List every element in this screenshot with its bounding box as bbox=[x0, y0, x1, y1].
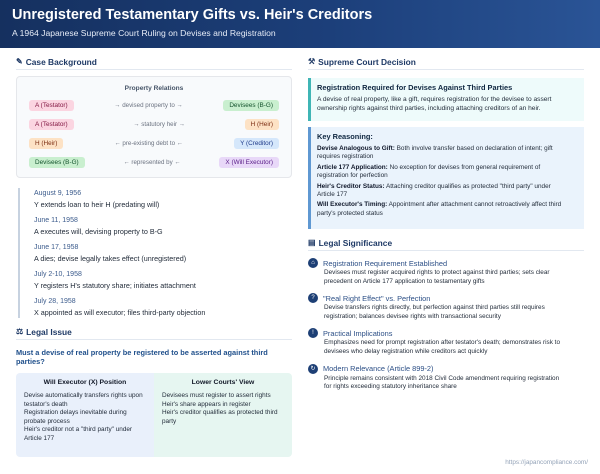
timeline-date: June 11, 1958 bbox=[34, 217, 78, 224]
timeline-date: August 9, 1956 bbox=[34, 190, 82, 197]
relation-arrow: ← represented by ← bbox=[123, 159, 181, 166]
left-column bbox=[16, 56, 292, 457]
relation-row bbox=[29, 135, 279, 152]
positions-panel bbox=[16, 373, 292, 457]
lower-courts-view bbox=[154, 373, 292, 457]
relation-to: Y (Creditor) bbox=[234, 138, 279, 149]
decision-box-line: ownership rights against third parties, including attaching creditors of an heir. bbox=[317, 104, 541, 112]
key-reasoning-text: registration for perfection bbox=[317, 172, 388, 180]
key-reasoning-text: Article 177 bbox=[317, 191, 348, 199]
key-reasoning-text: Appointment after attachment cannot retroactively affect third bbox=[387, 201, 562, 209]
decision-box-line: A devise of real property, like a gift, requires registration for the devisee to assert bbox=[317, 96, 552, 103]
timeline-desc: Y extends loan to heir H (predating will) bbox=[34, 200, 160, 209]
key-reasoning-item bbox=[317, 164, 578, 181]
timeline-desc: X appointed as will executor; files third-party objection bbox=[34, 308, 206, 317]
gavel-icon: ⚒ bbox=[308, 57, 316, 66]
timeline-item bbox=[34, 242, 292, 264]
significance-item-heading: Practical Implications bbox=[323, 328, 393, 338]
timeline-date: July 28, 1958 bbox=[34, 298, 76, 305]
significance-heading: ▤ Legal Significance bbox=[308, 237, 584, 251]
position-line: Heir's share appears in register bbox=[162, 400, 251, 408]
source-url[interactable]: https://japancompliance.com/ bbox=[505, 459, 588, 466]
position-line: testator's death bbox=[24, 400, 68, 408]
page-header bbox=[0, 0, 600, 48]
legal-issue-question: Must a devise of real property be registered to be asserted against third parties? bbox=[16, 348, 268, 366]
chart-icon: ▤ bbox=[308, 238, 316, 247]
significance-item bbox=[308, 257, 584, 286]
relation-from: A (Testator) bbox=[29, 119, 74, 130]
relation-arrow: ← pre-existing debt to ← bbox=[114, 140, 183, 147]
significance-line: registration; balances devisee rights with transactional security bbox=[324, 312, 501, 320]
significance-item-heading: Modern Relevance (Article 899-2) bbox=[323, 364, 434, 374]
relation-row bbox=[29, 116, 279, 133]
position-line: Registration delays inevitable during bbox=[24, 409, 127, 417]
timeline-desc: A executes will, devising property to B-G bbox=[34, 227, 163, 236]
position-line: party bbox=[162, 417, 177, 425]
decision-heading: ⚒ Supreme Court Decision bbox=[308, 56, 584, 70]
question-icon: ? bbox=[308, 293, 318, 303]
relation-from: A (Testator) bbox=[29, 100, 74, 111]
key-reasoning-label: Devise Analogous to Gift: bbox=[317, 145, 395, 152]
timeline-item bbox=[34, 215, 292, 237]
page-title: Unregistered Testamentary Gifts vs. Heir's Creditors bbox=[12, 7, 373, 23]
case-timeline bbox=[18, 188, 292, 318]
significance-line: Devisees must register acquired rights to protect against third parties; sets clear bbox=[324, 269, 550, 276]
timeline-date: July 2-10, 1958 bbox=[34, 271, 82, 278]
relation-to: H (Heir) bbox=[245, 119, 279, 130]
key-reasoning-text: party's protected status bbox=[317, 209, 383, 217]
position-line: probate process bbox=[24, 417, 70, 425]
significance-line: Emphasizes need for prompt registration after testator's death; demonstrates risk to bbox=[324, 339, 561, 347]
key-reasoning-label: Article 177 Application: bbox=[317, 163, 388, 171]
significance-item bbox=[308, 292, 584, 321]
relation-row bbox=[29, 97, 279, 114]
significance-line: Principle remains consistent with 2018 Civil Code amendment requiring registration bbox=[324, 374, 560, 382]
significance-line: Devise transfers rights directly, but perfection against third parties still requires bbox=[324, 304, 545, 312]
property-relations-heading: Property Relations bbox=[124, 85, 184, 92]
key-reasoning-label: Heir's Creditor Status: bbox=[317, 182, 385, 190]
decision-box bbox=[308, 78, 584, 121]
key-reasoning-text: requires registration bbox=[317, 153, 374, 161]
executor-position bbox=[16, 373, 154, 457]
lower-courts-heading: Lower Courts' View bbox=[191, 379, 255, 386]
key-reasoning-item bbox=[317, 183, 578, 200]
key-reasoning-text: Both involve transfer based on declaration of intent; gift bbox=[394, 145, 553, 152]
property-relations-panel bbox=[16, 76, 292, 178]
case-background-heading: ✎ Case Background bbox=[16, 56, 292, 70]
relation-from: Devisees (B-G) bbox=[29, 157, 85, 168]
lightbulb-icon: ! bbox=[308, 328, 318, 338]
timeline-date: June 17, 1958 bbox=[34, 244, 79, 251]
bank-icon: ⌂ bbox=[308, 258, 318, 268]
key-reasoning-item bbox=[317, 145, 578, 162]
position-line: Devisees must register to assert rights bbox=[162, 392, 271, 399]
significance-item-heading: "Real Right Effect" vs. Perfection bbox=[323, 293, 431, 303]
position-line: Heir's creditor qualifies as protected third bbox=[162, 409, 278, 417]
timeline-item bbox=[34, 188, 292, 210]
significance-line: precedent on Article 177 application to testamentary gifts bbox=[324, 277, 485, 285]
significance-line: for rights exceeding statutory inheritance share bbox=[324, 383, 457, 391]
significance-item bbox=[308, 363, 584, 392]
position-line: Article 177 bbox=[24, 434, 55, 442]
scales-icon: ⚖ bbox=[16, 327, 24, 336]
significance-line: devisees who delay registration while creditors act quickly bbox=[324, 347, 488, 355]
key-reasoning-box bbox=[308, 127, 584, 229]
relation-to: Devisees (B-G) bbox=[223, 100, 279, 111]
relation-from: H (Heir) bbox=[29, 138, 63, 149]
pencil-icon: ✎ bbox=[16, 57, 23, 66]
key-reasoning-text: Attaching creditor qualifies as protected "third party" under bbox=[384, 182, 551, 190]
page-subtitle: A 1964 Japanese Supreme Court Ruling on Devises and Registration bbox=[12, 28, 276, 38]
relation-row bbox=[29, 154, 279, 171]
relation-to: X (Will Executor) bbox=[219, 157, 279, 168]
decision-box-heading: Registration Required for Devises Against Third Parties bbox=[317, 83, 513, 92]
timeline-desc: Y registers H's statutory share; initiates attachment bbox=[34, 281, 196, 290]
relation-arrow: → devised property to → bbox=[114, 102, 183, 109]
history-icon: ↻ bbox=[308, 364, 318, 374]
key-reasoning-heading: Key Reasoning: bbox=[317, 132, 373, 141]
key-reasoning-item bbox=[317, 201, 578, 218]
significance-item-heading: Registration Requirement Established bbox=[323, 258, 448, 268]
key-reasoning-text: No exception for devises from general requirement of bbox=[387, 163, 541, 171]
timeline-item bbox=[34, 296, 292, 318]
relation-arrow: → statutory heir → bbox=[133, 121, 185, 128]
position-line: Heir's creditor not a "third party" under bbox=[24, 426, 133, 434]
timeline-desc: A dies; devise legally takes effect (unregistered) bbox=[34, 254, 187, 263]
position-line: Devise automatically transfers rights upon bbox=[24, 392, 143, 399]
legal-issue-heading: ⚖ Legal Issue bbox=[16, 326, 292, 340]
timeline-item bbox=[34, 269, 292, 291]
significance-item bbox=[308, 327, 584, 356]
key-reasoning-label: Will Executor's Timing: bbox=[317, 201, 388, 209]
executor-position-heading: Will Executor (X) Position bbox=[43, 379, 127, 386]
right-column bbox=[308, 56, 584, 392]
